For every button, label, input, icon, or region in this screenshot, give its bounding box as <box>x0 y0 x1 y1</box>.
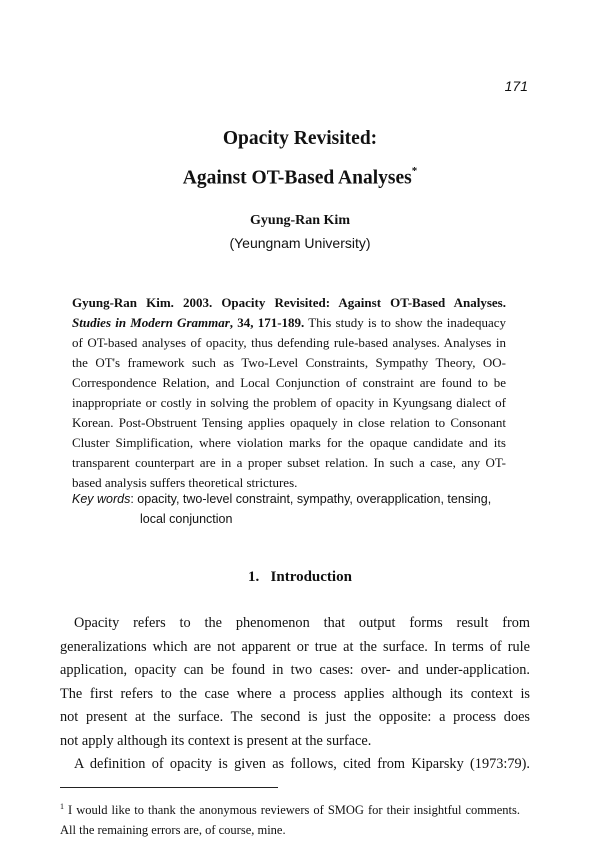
section-number: 1. <box>248 569 260 585</box>
abstract-journal: Studies in Modern Grammar <box>72 315 230 330</box>
paragraph-1-line-5: not present at the surface. The second is just the opposite: a process does <box>60 709 530 725</box>
keywords <box>72 489 491 529</box>
body-text <box>60 612 530 777</box>
footnote <box>60 797 520 840</box>
keywords-line-1: : opacity, two-level constraint, sympathy, overapplication, tensing, <box>130 492 492 506</box>
keywords-line-2: local conjunction <box>140 512 233 526</box>
paragraph-1-line-3: application, opacity can be found in two cases: over- and under-application. <box>60 662 530 678</box>
section-heading <box>0 569 600 586</box>
title-line-1: Opacity Revisited: <box>222 128 378 149</box>
keywords-label: Key words <box>72 492 131 506</box>
abstract-citation: Gyung-Ran Kim. 2003. Opacity Revisited: Against OT-Based Analyses. <box>72 295 506 310</box>
abstract-volume-pages: , 34, 171-189. <box>229 315 305 330</box>
title-line-2-text: Against OT-Based Analyses <box>182 167 412 189</box>
paper-title <box>0 122 600 196</box>
abstract <box>72 293 506 493</box>
footnote-divider <box>60 787 278 788</box>
paragraph-1-line-6: not apply although its context is present at the surface. <box>60 732 372 749</box>
author-name: Gyung-Ran Kim <box>250 213 350 228</box>
title-line-2 <box>0 156 600 196</box>
title-footnote-marker: * <box>411 165 418 177</box>
abstract-body: This study is to show the inadequacy of OT-based analyses of opacity, thus defending rule-based analyses. Analyses in the OT's framework such as Two-Level Constraints, Sympathy Theory, OO-Correspondence Relation, and Local Conjunction of constraint are found to be inappropriate or costly in solving the problem of opacity in Kyungsang dialect of Korean. Post-Obstruent Tensing applies opaquely in close relation to Consonant Cluster Simplification, where violation marks for the opaque candidate and its transparent counterpart are in a proper subset relation. In such a case, any OT-based analysis suffers theoretical strictures. <box>72 315 506 490</box>
paragraph-1-line-1: Opacity refers to the phenomenon that output forms result from <box>74 615 530 631</box>
author-affiliation: (Yeungnam University) <box>229 235 371 251</box>
section-title: Introduction <box>270 569 352 585</box>
page-number: 171 <box>504 78 528 94</box>
paragraph-1-line-2: generalizations which are not apparent or true at the surface. In terms of rule <box>60 638 530 655</box>
footnote-marker: 1 <box>60 802 64 811</box>
footnote-text: I would like to thank the anonymous reviewers of SMOG for their insightful comments. All the remaining errors are, of course, mine. <box>60 803 520 838</box>
paragraph-1-line-4: The first refers to the case where a process applies although its context is <box>60 685 530 702</box>
paragraph-2-line-1: A definition of opacity is given as follows, cited from Kiparsky (1973:79). <box>74 756 530 772</box>
